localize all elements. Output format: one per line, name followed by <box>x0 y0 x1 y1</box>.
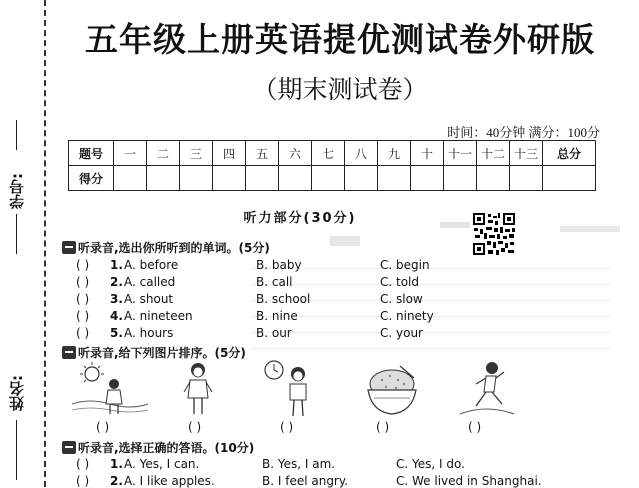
item-number: 4. <box>110 309 123 323</box>
student-number-label: 学号: <box>8 173 26 209</box>
col-header: 十 <box>411 141 444 166</box>
score-cell[interactable] <box>180 166 213 191</box>
picture-5-answer-blank[interactable]: ( ) <box>468 420 482 434</box>
score-cell[interactable] <box>279 166 312 191</box>
option-b: B. nine <box>256 309 298 323</box>
col-header: 十三 <box>510 141 543 166</box>
score-table-header-row <box>69 141 596 166</box>
answer-blank[interactable]: ( ) <box>76 474 90 488</box>
show-through-mark <box>560 226 620 232</box>
answer-blank[interactable]: ( ) <box>76 258 90 272</box>
answer-blank[interactable]: ( ) <box>76 457 90 471</box>
score-cell[interactable] <box>477 166 510 191</box>
col-header: 五 <box>246 141 279 166</box>
section-marker-icon <box>62 441 76 454</box>
option-b: B. school <box>256 292 311 306</box>
item-number: 5. <box>110 326 123 340</box>
question-1-text: 听录音,选出你所听到的单词。(5分) <box>78 241 270 255</box>
item-number: 2. <box>110 275 123 289</box>
option-c: C. ninety <box>380 309 434 323</box>
section-title: 听力部分(30分) <box>243 211 357 226</box>
score-cell[interactable] <box>147 166 180 191</box>
option-c: C. We lived in Shanghai. <box>396 474 542 488</box>
col-header: 四 <box>213 141 246 166</box>
score-cell-total[interactable] <box>543 166 596 191</box>
option-a: A. shout <box>124 292 174 306</box>
picture-girl-beach-sun <box>70 360 150 420</box>
option-b: B. call <box>256 275 293 289</box>
item-number: 3. <box>110 292 123 306</box>
option-a: A. before <box>124 258 179 272</box>
score-cell[interactable] <box>510 166 543 191</box>
picture-rice-bowl <box>362 360 422 420</box>
show-through-mark <box>330 236 360 246</box>
item-number: 1. <box>110 258 123 272</box>
question-3-heading <box>62 439 254 456</box>
option-b: B. our <box>256 326 292 340</box>
section-marker-icon <box>62 241 76 254</box>
col-header: 三 <box>180 141 213 166</box>
answer-blank[interactable]: ( ) <box>76 275 90 289</box>
col-header: 十一 <box>444 141 477 166</box>
score-table-score-row <box>69 166 596 191</box>
question-3-text: 听录音,选择正确的答语。(10分) <box>78 441 255 455</box>
show-through-mark <box>250 268 610 269</box>
score-cell[interactable] <box>378 166 411 191</box>
option-c: C. slow <box>380 292 423 306</box>
picture-boy-with-clock <box>262 360 322 420</box>
section-marker-icon <box>62 346 76 359</box>
option-a: A. nineteen <box>124 309 193 323</box>
score-cell[interactable] <box>246 166 279 191</box>
option-a: A. I like apples. <box>124 474 215 488</box>
show-through-mark <box>250 284 610 285</box>
col-header: 九 <box>378 141 411 166</box>
page-title: 五年级上册英语提优测试卷外研版 <box>85 23 595 59</box>
col-header: 十二 <box>477 141 510 166</box>
show-through-mark <box>250 332 610 333</box>
answer-blank[interactable]: ( ) <box>76 292 90 306</box>
student-number-line <box>16 214 17 254</box>
student-number-line-top <box>16 120 17 150</box>
score-cell[interactable] <box>114 166 147 191</box>
col-header: 七 <box>312 141 345 166</box>
col-header-total: 总分 <box>543 141 596 166</box>
score-cell[interactable] <box>411 166 444 191</box>
student-name-label: 姓名: <box>8 375 26 411</box>
answer-blank[interactable]: ( ) <box>76 326 90 340</box>
option-b: B. baby <box>256 258 302 272</box>
score-cell[interactable] <box>213 166 246 191</box>
col-header: 八 <box>345 141 378 166</box>
col-header: 一 <box>114 141 147 166</box>
picture-boy-running <box>456 360 518 420</box>
item-number: 2. <box>110 474 123 488</box>
row-label-question: 题号 <box>69 141 114 166</box>
show-through-mark <box>250 348 610 349</box>
option-c: C. your <box>380 326 423 340</box>
score-table <box>68 140 596 191</box>
col-header: 六 <box>279 141 312 166</box>
option-b: B. I feel angry. <box>262 474 349 488</box>
option-c: C. told <box>380 275 420 289</box>
score-cell[interactable] <box>345 166 378 191</box>
option-a: A. called <box>124 275 176 289</box>
score-cell[interactable] <box>312 166 345 191</box>
item-number: 1. <box>110 457 123 471</box>
question-2-heading <box>62 344 246 361</box>
binding-dashed-line <box>44 0 46 487</box>
answer-blank[interactable]: ( ) <box>76 309 90 323</box>
option-a: A. Yes, I can. <box>124 457 200 471</box>
option-a: A. hours <box>124 326 174 340</box>
picture-3-answer-blank[interactable]: ( ) <box>280 420 294 434</box>
col-header: 二 <box>147 141 180 166</box>
picture-4-answer-blank[interactable]: ( ) <box>376 420 390 434</box>
picture-2-answer-blank[interactable]: ( ) <box>188 420 202 434</box>
student-name-line <box>16 420 17 480</box>
qr-code-icon <box>472 212 516 256</box>
question-1-heading <box>62 239 270 256</box>
option-c: C. Yes, I do. <box>396 457 465 471</box>
option-b: B. Yes, I am. <box>262 457 336 471</box>
page-subtitle: （期末测试卷） <box>252 77 428 104</box>
picture-1-answer-blank[interactable]: ( ) <box>96 420 110 434</box>
question-2-text: 听录音,给下列图片排序。(5分) <box>78 346 246 360</box>
show-through-mark <box>440 222 470 228</box>
option-c: C. begin <box>380 258 430 272</box>
picture-girl-standing <box>178 360 218 420</box>
exam-info: 时间：40分钟 满分：100分 <box>447 125 600 140</box>
score-cell[interactable] <box>444 166 477 191</box>
row-label-score: 得分 <box>69 166 114 191</box>
